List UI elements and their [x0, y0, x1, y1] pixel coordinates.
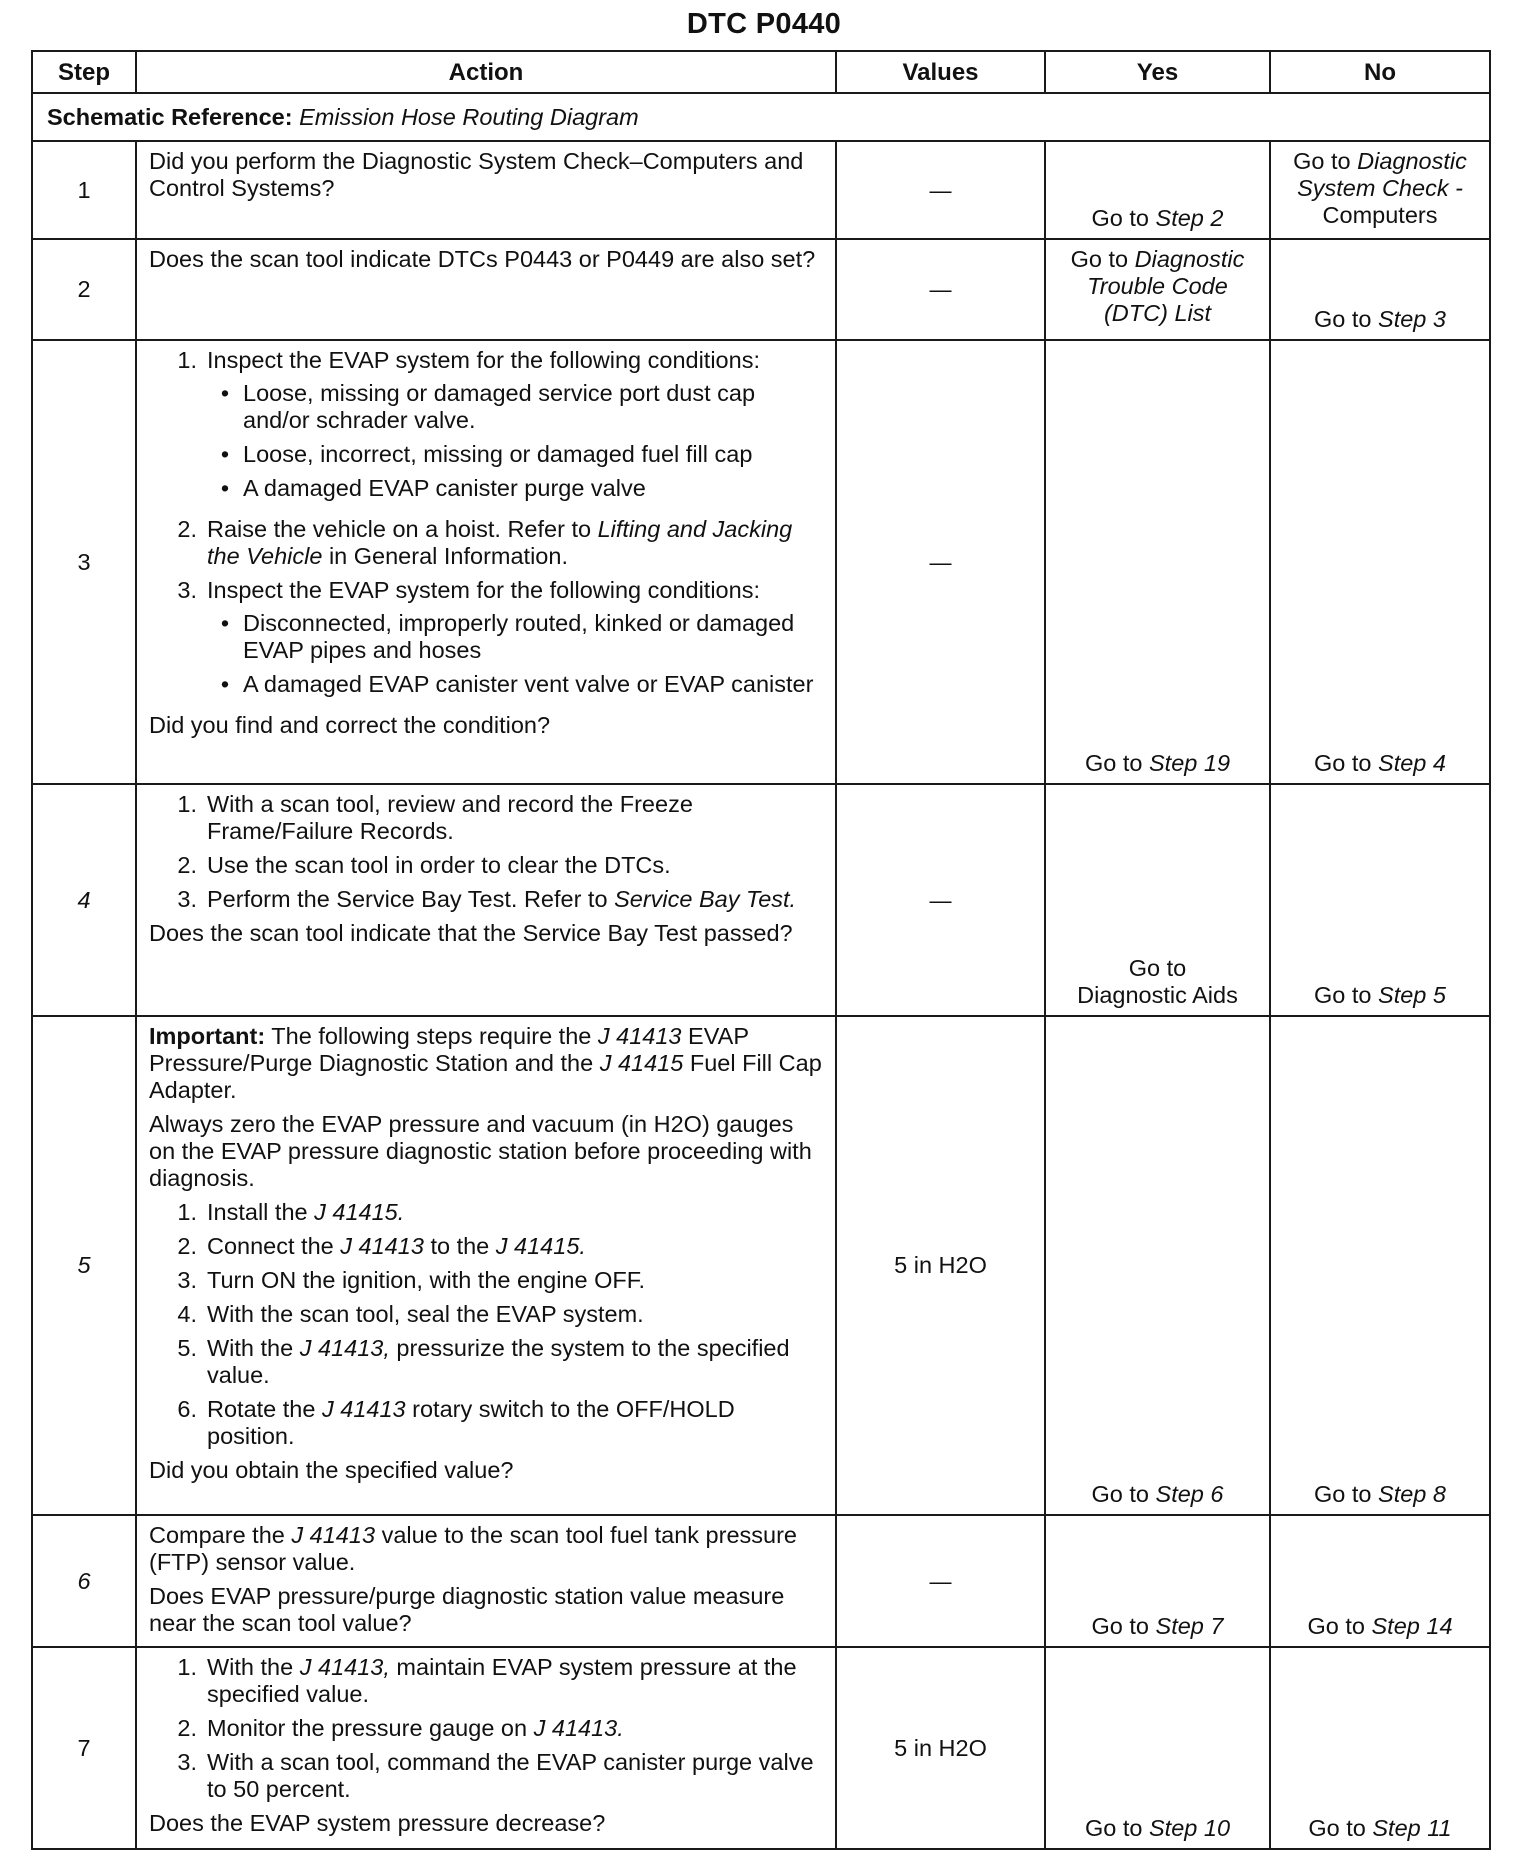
value-cell: 5 in H2O: [836, 1016, 1045, 1515]
value-cell: —: [836, 239, 1045, 340]
header-row: [32, 51, 1490, 93]
no-link[interactable]: Step 5: [1378, 982, 1446, 1008]
list-item: 3. Turn ON the ignition, with the engine OFF.: [177, 1267, 646, 1293]
diagnostic-table: [31, 50, 1491, 1850]
list-item: 2. Monitor the pressure gauge on J 41413.: [177, 1715, 624, 1741]
table-row: [32, 784, 1490, 1016]
list-item: 1. Inspect the EVAP system for the following conditions: • Loose, missing or damaged service port dust cap and/or schrader valve. • Loose, incorrect, missing or damaged fuel fill cap • A damaged EVAP canister purge valve: [149, 347, 825, 509]
step-number: 7: [32, 1647, 136, 1849]
list-item: 3. Perform the Service Bay Test. Refer to Service Bay Test.: [177, 886, 797, 912]
value-cell: —: [836, 784, 1045, 1016]
reference-link[interactable]: Service Bay Test.: [614, 886, 797, 912]
list-item: 4. With the scan tool, seal the EVAP system.: [177, 1301, 644, 1327]
table-row: [32, 239, 1490, 340]
action-cell: [136, 784, 836, 1016]
table-row: [32, 340, 1490, 784]
note-text: Always zero the EVAP pressure and vacuum (in H2O) gauges on the EVAP pressure diagnostic station before proceeding with diagnosis.: [149, 1111, 812, 1191]
no-cell: Go to Step 14: [1270, 1515, 1490, 1647]
question-text: Does the EVAP system pressure decrease?: [149, 1810, 606, 1836]
list-item: 2. Use the scan tool in order to clear the DTCs.: [177, 852, 671, 878]
no-link[interactable]: Step 8: [1378, 1481, 1446, 1507]
table-row: [32, 141, 1490, 239]
step-number: 1: [32, 141, 136, 239]
question-text: Does the scan tool indicate DTCs P0443 or P0449 are also set?: [149, 246, 816, 272]
instruction-text: Compare the J 41413 value to the scan tool fuel tank pressure (FTP) sensor value.: [149, 1522, 797, 1575]
yes-link[interactable]: Diagnostic Trouble Code (DTC) List: [1087, 246, 1245, 326]
no-link[interactable]: Step 11: [1372, 1815, 1452, 1841]
no-cell: Go to Step 4: [1270, 340, 1490, 784]
list-item: 1. Install the J 41415.: [177, 1199, 405, 1225]
no-cell: Go to Step 3: [1270, 239, 1490, 340]
list-item: 2. Raise the vehicle on a hoist. Refer to Lifting and Jacking the Vehicle in General Information.: [177, 516, 793, 569]
yes-link[interactable]: Step 19: [1149, 750, 1231, 776]
yes-cell: Go to Step 10: [1045, 1647, 1270, 1849]
instruction-list: [149, 791, 825, 913]
bullet-item: • A damaged EVAP canister purge valve: [220, 475, 646, 501]
table-row: [32, 1515, 1490, 1647]
bullet-list: [207, 380, 825, 502]
schematic-label: Schematic Reference:: [47, 103, 293, 130]
yes-cell: Go to Step 2: [1045, 141, 1270, 239]
no-cell: Go to Step 8: [1270, 1016, 1490, 1515]
table-row: [32, 1647, 1490, 1849]
instruction-list: [149, 347, 825, 705]
action-cell: [136, 340, 836, 784]
yes-link[interactable]: Step 2: [1155, 205, 1224, 231]
list-item: 1. With the J 41413, maintain EVAP system pressure at the specified value.: [177, 1654, 797, 1707]
question-text: Did you find and correct the condition?: [149, 712, 551, 738]
header-no: No: [1270, 51, 1490, 93]
value-cell: —: [836, 1515, 1045, 1647]
table-row: [32, 1016, 1490, 1515]
value-cell: —: [836, 340, 1045, 784]
action-cell: [136, 239, 836, 340]
bullet-list: [207, 610, 825, 698]
header-yes: Yes: [1045, 51, 1270, 93]
instruction-list: [149, 1199, 825, 1450]
yes-cell: Go to Step 19: [1045, 340, 1270, 784]
yes-cell: Go to Step 6: [1045, 1016, 1270, 1515]
list-item: 5. With the J 41413, pressurize the system to the specified value.: [177, 1335, 790, 1388]
page-title: DTC P0440: [686, 8, 842, 40]
list-item: 2. Connect the J 41413 to the J 41415.: [177, 1233, 586, 1259]
no-link[interactable]: Step 14: [1371, 1613, 1453, 1639]
question-text: Did you perform the Diagnostic System Check–Computers and Control Systems?: [149, 148, 804, 201]
schematic-reference: [32, 93, 1490, 141]
yes-link[interactable]: Step 10: [1149, 1815, 1231, 1841]
list-item: 3. Inspect the EVAP system for the following conditions: • Disconnected, improperly routed, kinked or damaged EVAP pipes and hoses • A damaged EVAP canister vent valve or EVAP canister: [149, 577, 825, 705]
step-number: 5: [32, 1016, 136, 1515]
action-cell: [136, 1016, 836, 1515]
question-text: Does the scan tool indicate that the Service Bay Test passed?: [149, 920, 793, 946]
yes-link[interactable]: Step 7: [1155, 1613, 1224, 1639]
list-item: 1. With a scan tool, review and record the Freeze Frame/Failure Records.: [177, 791, 693, 844]
schematic-link[interactable]: Emission Hose Routing Diagram: [299, 103, 639, 130]
value-cell: 5 in H2O: [836, 1647, 1045, 1849]
reference-link[interactable]: Lifting and Jacking the Vehicle: [207, 516, 793, 569]
step-number: 4: [32, 784, 136, 1016]
yes-link[interactable]: Step 6: [1155, 1481, 1224, 1507]
bullet-item: • A damaged EVAP canister vent valve or EVAP canister: [220, 671, 814, 697]
no-cell: Go to Step 5: [1270, 784, 1490, 1016]
yes-cell: Go to Diagnostic Trouble Code (DTC) List: [1045, 239, 1270, 340]
list-item: 6. Rotate the J 41413 rotary switch to the OFF/HOLD position.: [177, 1396, 735, 1449]
bullet-item: • Loose, missing or damaged service port dust cap and/or schrader valve.: [220, 380, 756, 433]
step-number: 3: [32, 340, 136, 784]
action-cell: [136, 141, 836, 239]
no-link[interactable]: Step 4: [1378, 750, 1446, 776]
bullet-item: • Loose, incorrect, missing or damaged fuel fill cap: [220, 441, 753, 467]
question-text: Does EVAP pressure/purge diagnostic station value measure near the scan tool value?: [149, 1583, 785, 1636]
no-cell: Go to Diagnostic System Check - Computers: [1270, 141, 1490, 239]
instruction-list: [149, 1654, 825, 1803]
yes-link[interactable]: Diagnostic Aids: [1077, 982, 1238, 1008]
schematic-row: [32, 93, 1490, 141]
action-cell: [136, 1515, 836, 1647]
step-number: 2: [32, 239, 136, 340]
list-item: 3. With a scan tool, command the EVAP canister purge valve to 50 percent.: [177, 1749, 814, 1802]
no-cell: Go to Step 11: [1270, 1647, 1490, 1849]
header-values: Values: [836, 51, 1045, 93]
action-cell: [136, 1647, 836, 1849]
value-cell: —: [836, 141, 1045, 239]
important-note: Important: The following steps require the J 41413 EVAP Pressure/Purge Diagnostic Station and the J 41415 Fuel Fill Cap Adapter.: [149, 1023, 822, 1103]
header-action: Action: [136, 51, 836, 93]
question-text: Did you obtain the specified value?: [149, 1457, 514, 1483]
step-number: 6: [32, 1515, 136, 1647]
yes-cell: Go to Step 7: [1045, 1515, 1270, 1647]
header-step: Step: [32, 51, 136, 93]
yes-cell: Go to Diagnostic Aids: [1045, 784, 1270, 1016]
bullet-item: • Disconnected, improperly routed, kinked or damaged EVAP pipes and hoses: [220, 610, 795, 663]
no-link[interactable]: Step 3: [1378, 306, 1446, 332]
no-link[interactable]: Diagnostic System Check -: [1297, 148, 1467, 201]
